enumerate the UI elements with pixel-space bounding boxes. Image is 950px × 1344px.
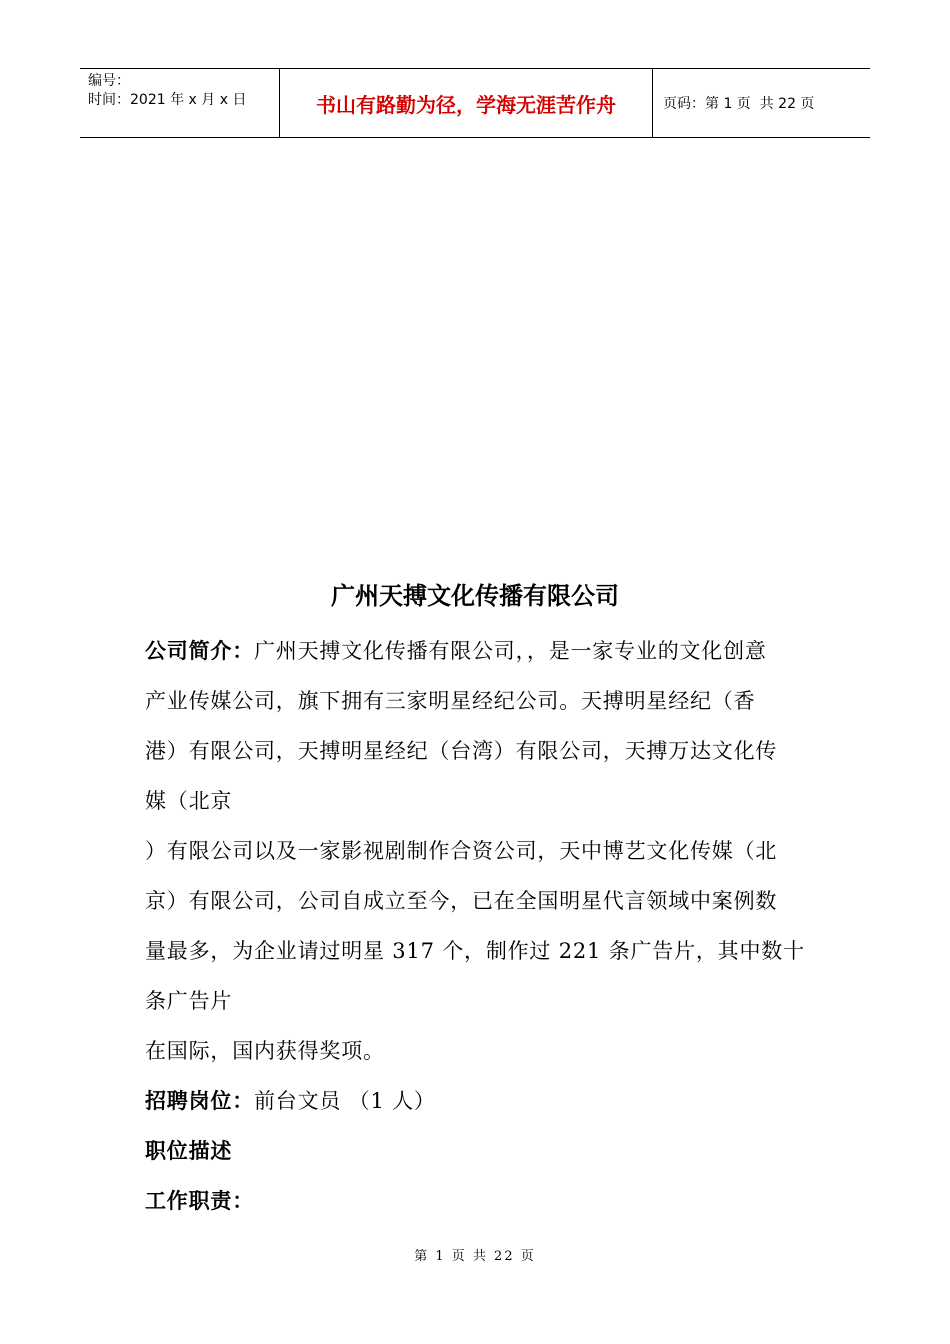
intro-line: 量最多，为企业请过明星 317 个，制作过 221 条广告片，其中数十 [145,939,805,963]
page-header [80,68,870,138]
page-footer: 第 1 页 共 22 页 [414,1249,536,1264]
position-value: 前台文员 （1 人） [254,1089,436,1113]
document-date: 时间：2021 年 x 月 x 日 [88,92,247,108]
intro-line: 媒（北京 [145,789,233,813]
document-number-label: 编号： [88,73,130,89]
header-page-info [653,69,870,137]
intro-line: 条广告片 [145,989,233,1013]
intro-line: ）有限公司以及一家影视剧制作合资公司，天中博艺文化传媒（北 [145,839,778,863]
intro-line: 在国际，国内获得奖项。 [145,1039,385,1063]
header-motto: 书山有路勤为径，学海无涯苦作舟 [280,69,653,137]
intro-line: 港）有限公司，天搏明星经纪（台湾）有限公司，天搏万达文化传 [145,739,778,763]
intro-line: 京）有限公司，公司自成立至今，已在全国明星代言领域中案例数 [145,889,778,913]
document-body [145,626,815,1226]
intro-label: 公司简介： [145,639,254,663]
intro-line: 产业传媒公司，旗下拥有三家明星经纪公司。天搏明星经纪（香 [145,689,756,713]
section-heading-duties: 工作职责： [145,1189,254,1213]
position-line [145,1076,815,1126]
intro-line [145,626,815,676]
section-heading-job-description: 职位描述 [145,1139,233,1163]
header-page-number: 页码：第 1 页 共 22 页 [663,96,815,112]
position-label: 招聘岗位： [145,1089,254,1113]
header-meta [80,69,280,137]
intro-text: 广州天搏文化传播有限公司，，是一家专业的文化创意 [254,639,767,663]
document-title: 广州天搏文化传播有限公司 [331,582,619,610]
